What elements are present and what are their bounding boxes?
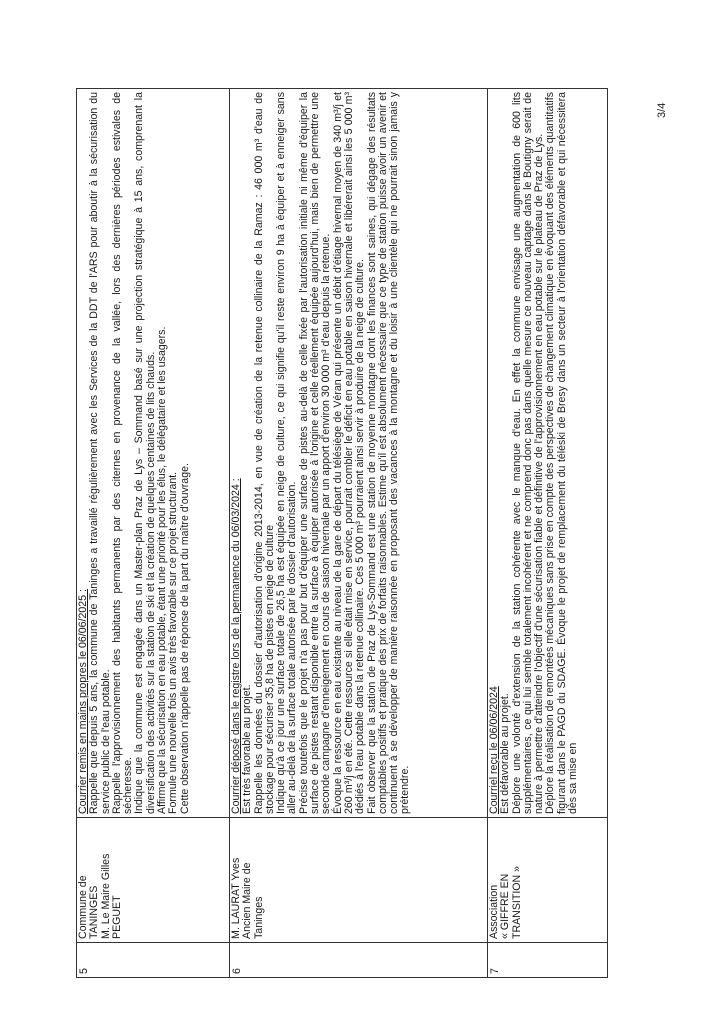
observation-paragraph: Indique que la commune est engagée dans un Master-plan Praz de Lys – Sommand basé sur une projection stratégique à 15 ans, comprenant la diversification des activités sur la station de ski et la création de quelques centaines de lits chauds.: [133, 92, 157, 814]
author-line: Taninges: [252, 896, 265, 939]
observation-paragraph: Rappelle que depuis 5 ans, la commune de Taninges a travaillé régulièrement avec les Services de la DDT de l'ARS pour aboutir à la sécurisation du service public de l'eau potable.: [88, 92, 112, 814]
observation-paragraph: Affirme que la sécurisation en eau potable, étant une priorité pour les élus, le délégataire et les usagers.: [156, 326, 169, 814]
observation-paragraph: Évoque la ressource en eau existante au niveau de la gare de départ du télésiège de Véran qui présente un débit d'étiage hivernal moyen de 340 m³/j et 260 m³/j en été. Cette ressource si elle était mise en service, pourrait combler le déficit en eau potable en saison hivernale et libérerait ainsi les 5 000 m³ dédiés à l'eau potable dans la retenue collinaire. Ces 5 000 m³ pourraient ainsi servir à produire de la neige de culture.: [331, 92, 367, 814]
author-line: PEGUET: [110, 895, 123, 939]
row-number: 5: [77, 943, 230, 978]
observation-paragraph: Est très favorable au projet.: [241, 684, 254, 814]
row-observation: [488, 89, 608, 818]
author-line: M. LAURAT Yves: [230, 857, 242, 939]
observation-paragraph: Formule une nouvelle fois un avis très favorable sur ce projet structurant.: [167, 471, 180, 814]
observations-table: [76, 88, 608, 978]
table-row: [230, 89, 488, 978]
observation-heading: Courriel reçu le 06/06/2024: [488, 686, 500, 814]
table-row: [77, 89, 230, 978]
author-line: « GIFFRE EN: [499, 873, 512, 939]
observation-paragraph: Est défavorable au projet.: [499, 693, 512, 814]
observation-paragraph: Rappelle les données du dossier d'autorisation d'origine 2013-2014, en vue de création de la retenue collinaire de la Ramaz : 46 000 m³ d'eau de stockage pour sécuriser 35,8 ha de pistes en neige de culture: [252, 92, 276, 814]
row-observation: [230, 89, 488, 818]
author-line: Ancien Maire de: [241, 862, 254, 939]
author-line: Commune de: [77, 875, 89, 939]
observation-heading: Courrier remis en mains propres le 06/06/2025 :: [77, 589, 89, 814]
observation-paragraph: Indique qu'à ce jour une surface totale de 26,5 ha est équipée en neige de culture, ce qui signifie qu'il reste environ 9 ha à équiper et à enneiger sans aller au-delà de la surface totale autorisée par le dossier d'autorisation.: [275, 92, 299, 814]
observation-paragraph: Précise toutefois que le projet n'a pas pour but d'équiper une surface de pistes au-delà de celle fixée par l'autorisation initiale ni même d'équiper la surface de pistes restant disponible entre la surface à équiper autorisée à l'origine et celle réellement équipée aujourd'hui, mais bien de permettre une seconde campagne d'enneigement en cours de saison hivernale par un apport d'environ 30 000 m³ d'eau depuis la retenue.: [297, 92, 333, 814]
observation-paragraph: Cette observation n'appelle pas de réponse de la part du maître d'ouvrage.: [178, 463, 191, 814]
rotated-table-wrapper: [76, 88, 636, 978]
author-line: M. Le Maire Gilles: [99, 853, 112, 939]
row-number: 6: [230, 943, 488, 978]
row-author: [230, 818, 488, 943]
row-observation: [77, 89, 230, 818]
author-line: Association: [488, 884, 500, 939]
row-author: [488, 818, 608, 943]
observation-heading: Courrier déposé dans le registre lors de la permanence du 06/03/2024 :: [230, 478, 242, 814]
author-line: TANINGES: [88, 885, 101, 939]
author-line: TRANSITION »: [510, 866, 523, 939]
observation-paragraph: Déplore une volonté d'extension de la station cohérente avec le manque d'eau. En effet la commune envisage une augmentation de 600 lits supplémentaires, ce qui lui semble totalement incohérent et ne comprend donc pas dans quelle mesure ce nouveau captage dans le Boutigny serait de nature à permettre d'atteindre l'objectif d'une sécurisation fiable et définitive de l'approvisionnement en eau potable sur le plateau de Praz de Lys.: [510, 92, 546, 814]
page-number: 3/4: [656, 102, 668, 118]
table-row: [488, 89, 608, 978]
observation-paragraph: Rappelle l'approvisionnement des habitants permanents par des citernes en provenance de la vallée, lors des dernières périodes estivales de sécheresse.: [110, 92, 135, 814]
row-author: [77, 818, 230, 943]
row-number: 7: [488, 943, 608, 978]
observation-paragraph: Déplore la réalisation de remontées mécaniques sans prise en compte des perspectives de changement climatique en évoquant des éléments quantitatifs figurant dans le PAGD du SDAGE. Évoque le projet de remplacement du téléski de Bresy dans un secteur à l'orientation défavorable et qui nécessitera dès sa mise en: [544, 92, 580, 814]
observation-paragraph: Fait observer que la station de Praz de Lys-Sommand est une station de moyenne montagne dont les finances sont saines, qui dégage des résultats comptables positifs et pratique des prix de forfaits raisonnables. Estime qu'il est absolument nécessaire que ce type de station puisse avoir un avenir et continuent à se développer de manière raisonnée en proposant des vacances à la montagne et du loisir à une clientèle qui ne pourrait sinon jamais y prétendre.: [365, 92, 412, 814]
